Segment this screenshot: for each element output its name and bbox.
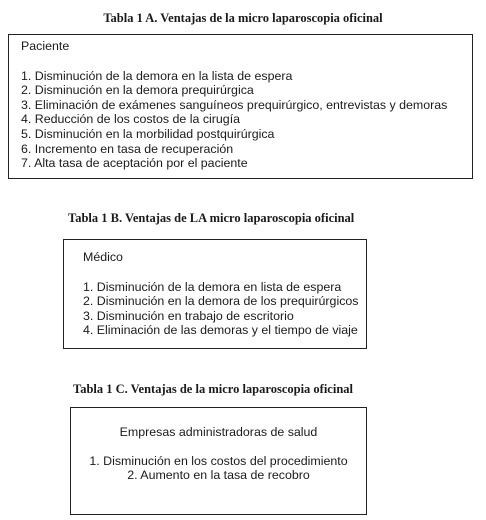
list-item: 4. Reducción de los costos de la cirugía (21, 112, 241, 127)
table-b-caption: Tabla 1 B. Ventajas de LA micro laparoscopia oficinal (68, 211, 355, 225)
list-item: 3. Disminución en trabajo de escritorio (83, 308, 294, 323)
list-item: 2. Disminución en la demora de los prequirúrgicos (83, 294, 359, 309)
list-item: 6. Incremento en tasa de recuperación (21, 141, 234, 156)
table-b-list (83, 280, 366, 338)
table-c-box (70, 407, 367, 515)
table-b-heading: Médico (83, 250, 123, 264)
table-b-box (63, 239, 367, 349)
list-item: 7. Alta tasa de aceptación por el paciente (21, 156, 248, 171)
table-a-heading: Paciente (21, 39, 70, 53)
list-item: 2. Aumento en la tasa de recobro (127, 468, 310, 483)
list-item: 1. Disminución en los costos del procedimiento (89, 453, 348, 468)
table-a-caption: Tabla 1 A. Ventajas de la micro laparoscopia oficinal (103, 11, 383, 25)
table-c-heading: Empresas administradoras de salud (119, 425, 318, 439)
list-item: 5. Disminución en la morbilidad postquirúrgica (21, 126, 275, 141)
list-item: 2. Disminución en la demora prequirúrgica (21, 83, 254, 98)
table-a-list (21, 69, 472, 171)
list-item: 1. Disminución de la demora en lista de espera (83, 279, 342, 294)
table-a-box (8, 34, 473, 179)
table-c-list (71, 454, 366, 483)
list-item: 3. Eliminación de exámenes sanguíneos prequirúrgico, entrevistas y demoras (21, 97, 448, 112)
table-c-caption: Tabla 1 C. Ventajas de la micro laparoscopia oficinal (73, 382, 354, 396)
list-item: 4. Eliminación de las demoras y el tiempo de viaje (83, 323, 358, 338)
list-item: 1. Disminución de la demora en la lista de espera (21, 68, 293, 83)
